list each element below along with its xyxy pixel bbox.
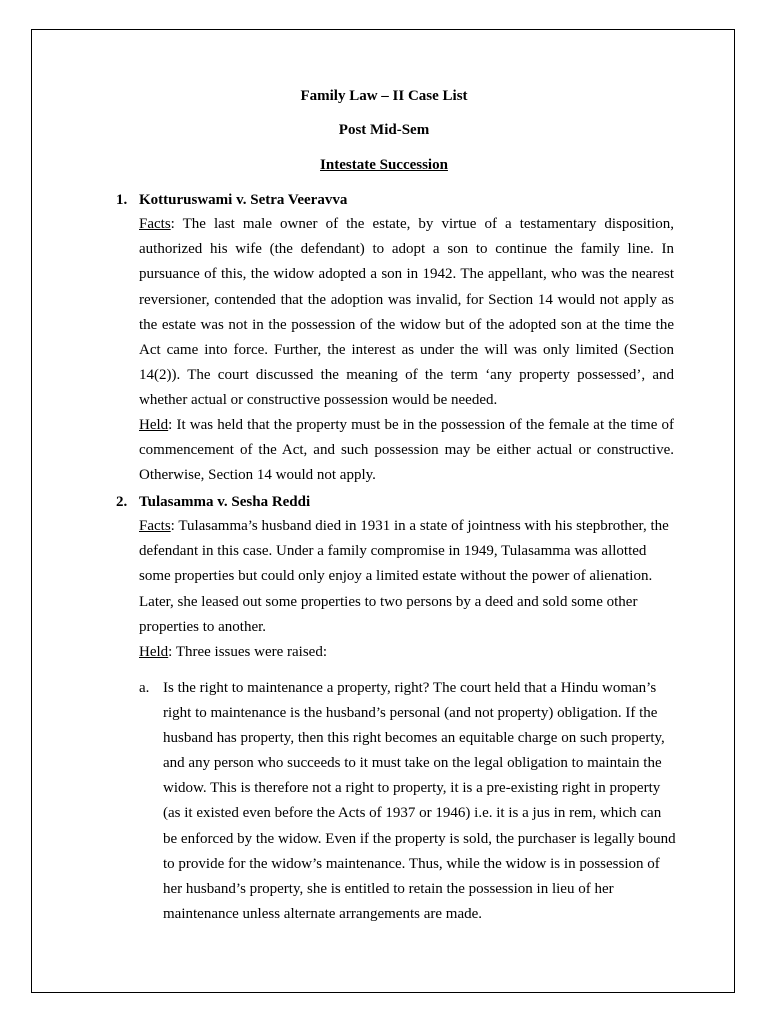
case-1-facts [139,212,674,414]
case-2-held-text: : Three issues were raised: [168,644,328,660]
case-1-facts-text: : The last male owner of the estate, by virtue of a testamentary disposition, authorized his wife (the defendant) to adopt a son to continue the family line. In pursuance of this, the widow adopted a son in 1942. The appellant, who was the nearest reversioner, contended that the adoption was invalid, for Section 14 would not apply as the estate was not in the possession of the widow but of the adopted son at the time the Act came into force. Further, the interest as under the will was only limited (Section 14(2)). The court discussed the meaning of the term ‘any property possessed’, and whether actual or constructive possession would be needed. [139,216,674,409]
case-1-held-label: Held [139,417,169,433]
case-1-name: Kotturuswami v. Setra Veeravva [139,192,348,208]
case-2-issue-a-text: Is the right to maintenance a property, right? The court held that a Hindu woman’s right to maintenance is the husband’s personal (and not property) obligation. If the husband has property, then this right becomes an equitable charge on such property, and any person who succeeds to it must take on the legal obligation to maintain the widow. This is therefore not a right to property, it is a pre-existing right in property (as it existed even before the Acts of 1937 or 1946) i.e. it is a jus in rem, which can be enforced by the widow. Even if the property is sold, the purchaser is legally bound to provide for the widow’s maintenance. Thus, while the widow is in possession of her husband’s property, she is entitled to retain the possession in lieu of her maintenance unless alternate arrangements are made. [163,680,676,922]
case-2-held [139,640,674,665]
case-2-facts-label: Facts [139,518,171,534]
case-2-title [116,493,310,511]
case-1-title [116,191,347,209]
case-2-number: 2. [116,494,128,510]
case-2-issue-a-marker: a. [139,680,150,696]
case-1-held-text: : It was held that the property must be in the possession of the female at the time of commencement of the Act, and such possession may be either actual or constructive. Otherwise, Section 14 would not apply. [139,417,674,484]
case-2-facts-text: : Tulasamma’s husband died in 1931 in a state of jointness with his stepbrother, the defendant in this case. Under a family compromise in 1949, Tulasamma was allotted some properties but could only enjoy a limited estate without the power of alienation. Later, she leased out some properties to two persons by a deed and sold some other properties to another. [139,518,669,635]
case-2-facts [139,514,674,640]
case-1-number: 1. [116,192,128,208]
case-1-facts-label: Facts [139,216,171,232]
section-heading: Intestate Succession [320,157,448,173]
case-2-held-label: Held [139,644,169,660]
document-subtitle: Post Mid-Sem [338,122,430,138]
case-2-name: Tulasamma v. Sesha Reddi [139,494,311,510]
case-1-held [139,413,674,489]
document-title: Family Law – II Case List [300,88,468,104]
